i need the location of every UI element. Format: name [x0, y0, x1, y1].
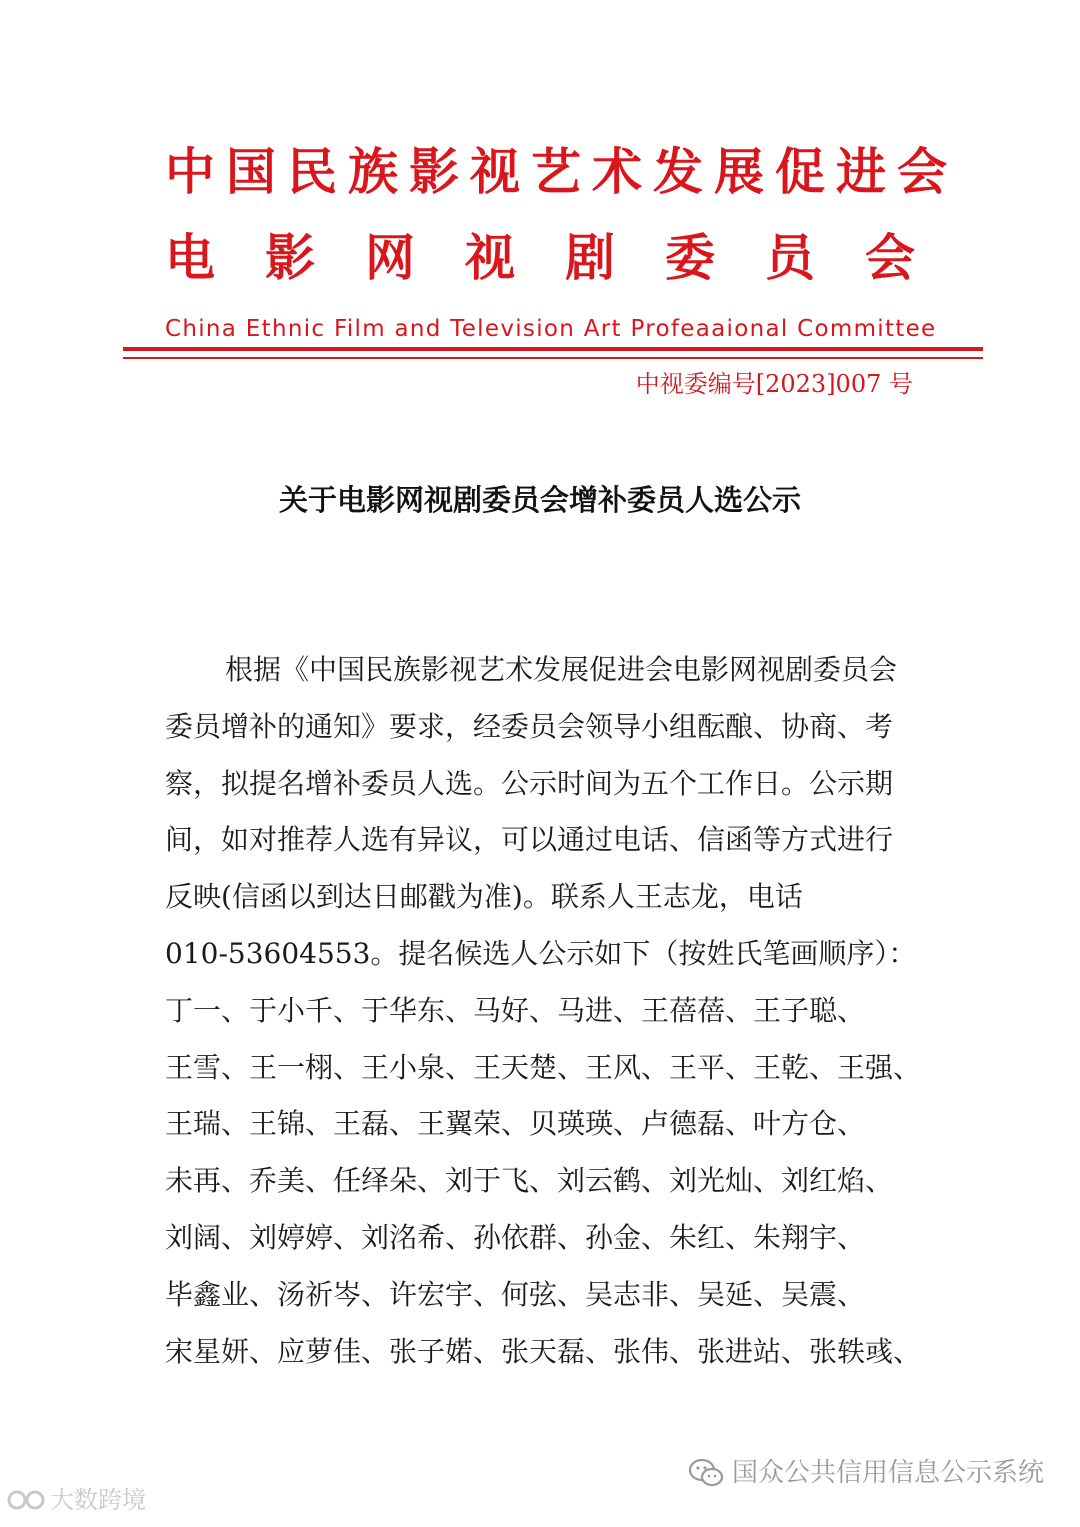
- org-name-line2-char: 会: [865, 229, 915, 287]
- body-line: 委员增补的通知》要求，经委员会领导小组酝酿、协商、考: [165, 709, 894, 743]
- candidate-line: 未再、乔美、任绎朵、刘于飞、刘云鹤、刘光灿、刘红焰、: [165, 1164, 894, 1198]
- org-name-english: China Ethnic Film and Television Art Profeaaional Committee: [165, 316, 937, 342]
- watermark-right-text: 国众公共信用信息公示系统: [731, 1458, 1044, 1488]
- body-line: 间，如对推荐人选有异议，可以通过电话、信函等方式进行: [165, 823, 894, 857]
- org-name-line2-char: 电: [165, 229, 215, 287]
- candidate-line: 王雪、王一栩、王小泉、王天楚、王风、王平、王乾、王强、: [165, 1050, 922, 1084]
- wechat-icon: [688, 1458, 724, 1488]
- brand-logo-icon: [6, 1489, 46, 1511]
- watermark-left-text: 大数跨境: [50, 1486, 146, 1514]
- candidate-line: 刘阔、刘婷婷、刘洺希、孙依群、孙金、朱红、朱翔宇、: [165, 1220, 866, 1254]
- document-number: 中视委编号[2023]007 号: [635, 370, 913, 398]
- body-line: 根据《中国民族影视艺术发展促进会电影网视剧委员会: [225, 653, 898, 686]
- candidate-line: 丁一、于小千、于华东、马好、马进、王蓓蓓、王子聪、: [165, 993, 866, 1027]
- candidate-line: 王瑞、王锦、王磊、王翼荣、贝瑛瑛、卢德磊、叶方仓、: [165, 1107, 866, 1141]
- org-name-line2-char: 员: [765, 229, 815, 287]
- candidate-line: 宋星妍、应萝佳、张子婼、张天磊、张伟、张进站、张轶彧、: [165, 1334, 922, 1368]
- org-name-line2: [165, 228, 915, 288]
- letterhead-divider-thin: [123, 357, 983, 359]
- candidate-line: 毕鑫业、汤祈岑、许宏宇、何弦、吴志非、吴延、吴震、: [165, 1277, 866, 1311]
- body-line: 010-53604553。提名候选人公示如下（按姓氏笔画顺序）：: [165, 936, 917, 970]
- org-name-line1: 中国民族影视艺术发展促进会: [165, 143, 958, 201]
- org-name-line2-char: 网: [365, 229, 415, 287]
- watermark-right: [688, 1457, 1044, 1489]
- org-name-line2-char: 委: [665, 229, 715, 287]
- body-line: 察，拟提名增补委员人选。公示时间为五个工作日。公示期: [165, 766, 894, 800]
- org-name-line2-char: 视: [465, 229, 515, 287]
- org-name-line2-char: 剧: [565, 229, 615, 287]
- body-line: 反映(信函以到达日邮戳为准)。联系人王志龙，电话: [165, 880, 803, 914]
- watermark-left: [6, 1485, 146, 1515]
- notice-title: 关于电影网视剧委员会增补委员人选公示: [278, 483, 801, 517]
- letterhead-divider-thick: [123, 347, 983, 351]
- notice-body: [165, 642, 925, 1380]
- org-name-line2-char: 影: [265, 229, 315, 287]
